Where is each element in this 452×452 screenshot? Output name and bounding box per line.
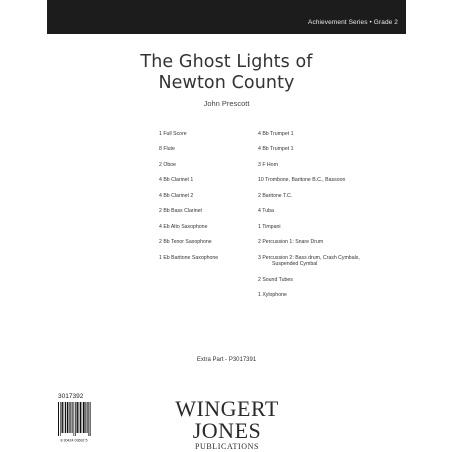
part-item: 1 Eb Baritone Saxophone xyxy=(159,254,219,261)
piece-title xyxy=(47,52,406,94)
part-item: 10 Trombone, Baritone B.C., Bassoon xyxy=(258,177,346,184)
part-item: 1 Xylophone xyxy=(258,292,287,299)
instrumentation-left-column xyxy=(159,131,259,270)
part-item: 2 Baritone T.C. xyxy=(258,192,293,199)
part-line-2: Suspended Cymbal xyxy=(272,261,318,268)
barcode-icon xyxy=(57,402,91,444)
publisher-line-1: WINGERT xyxy=(175,396,279,421)
score-cover-page xyxy=(47,0,406,452)
part-item: 4 Eb Alto Saxophone xyxy=(159,223,208,230)
part-item: 2 Bb Tenor Saxophone xyxy=(159,239,212,246)
part-item: 2 Sound Tubes xyxy=(258,276,293,283)
part-item: 2 Oboe xyxy=(159,161,177,168)
part-item-percussion-2 xyxy=(258,255,388,268)
part-item: 8 Flute xyxy=(159,146,175,153)
part-item: 2 Percussion 1: Snare Drum xyxy=(258,239,324,246)
publisher-logo xyxy=(157,394,297,452)
part-item: 4 Tuba xyxy=(258,208,274,215)
part-item: 1 Timpani xyxy=(258,223,281,230)
title-line-2: Newton County xyxy=(158,73,295,93)
catalog-number: 3017392 xyxy=(58,393,84,400)
part-item: 3 F Horn xyxy=(258,161,279,168)
series-grade-label: Achievement Series • Grade 2 xyxy=(308,19,398,26)
extra-part-label: Extra Part - P3017391 xyxy=(196,357,257,363)
part-item: 1 Full Score xyxy=(159,131,187,137)
part-item: 4 Bb Trumpet 1 xyxy=(258,146,294,153)
composer-name: John Prescott xyxy=(203,99,250,108)
header-bar xyxy=(47,0,406,34)
publisher-line-2: JONES xyxy=(192,418,262,443)
title-line-1: The Ghost Lights of xyxy=(140,52,313,72)
part-item: 2 Bb Bass Clarinet xyxy=(159,208,202,215)
part-line-1: 3 Percussion 2: Bass drum, Crash Cymbals, xyxy=(258,254,360,261)
barcode-digits: 8 30424 03692 5 xyxy=(60,438,88,443)
part-item: 4 Bb Clarinet 1 xyxy=(159,177,194,184)
publisher-line-3: PUBLICATIONS xyxy=(194,442,260,451)
instrumentation-right-column xyxy=(258,131,388,308)
part-item: 4 Bb Clarinet 2 xyxy=(159,192,194,199)
part-item: 4 Bb Trumpet 1 xyxy=(258,131,294,137)
